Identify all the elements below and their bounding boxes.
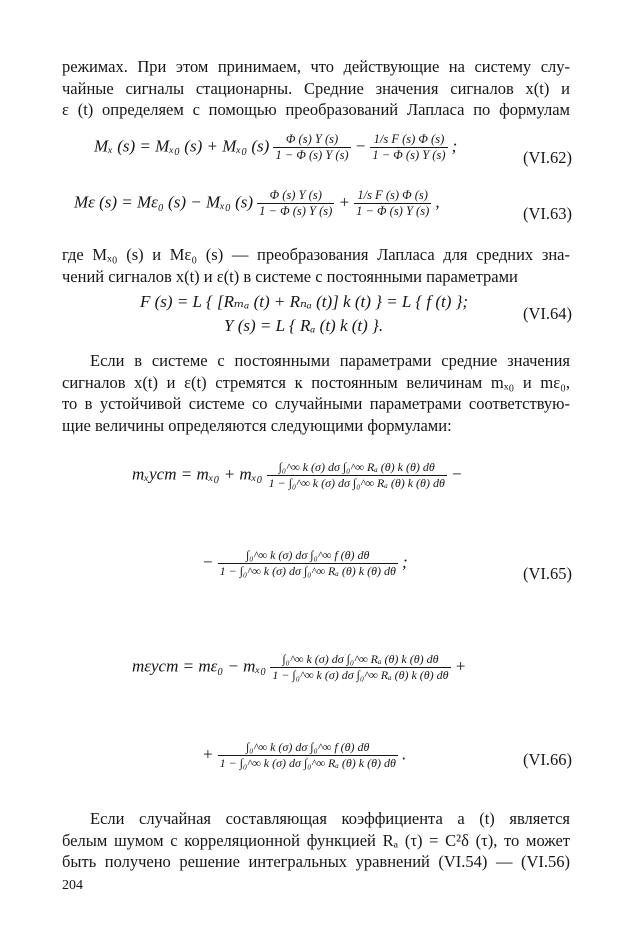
text-line: белым шумом с корреляционной функцией Rₐ (τ) = C²δ (τ), то может [62,830,570,850]
text-line: где Mₓ₀ (s) и Mε₀ (s) — преобразования Лапласа для средних зна- [62,245,570,264]
eq65-fraction-2 [218,548,398,579]
text-line: чений сигналов x(t) и ε(t) в системе с постоянными параметрами [62,266,518,286]
text-line: то в устойчивой системе со случайными параметрами соответствую- [62,394,570,413]
eq63-fraction-2 [354,188,431,219]
paragraph-where [62,244,570,287]
equation-number: (VI.66) [522,750,572,769]
eq66-frac1-den: 1 − ∫₀^∞ k (σ) dσ ∫₀^∞ Rₐ (θ) k (θ) dθ [272,668,449,682]
eq62-frac2-num: 1/s F (s) Φ (s) [373,132,445,146]
eq62-tail: ; [451,136,458,156]
equation-vi64 [60,292,572,342]
eq66-leading-plus: + [202,744,214,764]
eq65-frac2-den: 1 − ∫₀^∞ k (σ) dσ ∫₀^∞ Rₐ (θ) k (θ) dθ [219,564,396,578]
eq66-lhs: mεуст = mε₀ − mₓ₀ [132,656,267,676]
text-line: Если в системе с постоянными параметрами средние значения [90,351,570,370]
text-line: Если случайная составляющая коэффициента a (t) является [90,809,570,828]
eq63-fraction-1 [257,188,334,219]
eq63-frac2-num: 1/s F (s) Φ (s) [357,188,428,202]
text-line: чайные сигналы стационарны. Средние значения сигналов x(t) и [62,78,570,98]
equation-number: (VI.65) [522,564,572,583]
paragraph-white-noise [62,808,570,873]
equation-number: (VI.62) [522,148,572,167]
text-line: быть получено решение интегральных уравнений (VI.54) — (VI.56) [62,852,570,871]
paragraph-intro [62,56,570,121]
eq66-fraction-2 [218,740,398,771]
text-line: сигналов x(t) и ε(t) стремятся к постоянным величинам mₓ₀ и mε₀, [62,372,570,392]
page-number: 204 [62,878,83,893]
eq65-tail: ; [401,552,408,572]
text-line: ε (t) определяем с помощью преобразований Лапласа по формулам [62,100,570,119]
eq62-lhs: Mₓ (s) = Mₓ₀ (s) + Mₓ₀ (s) [94,136,270,156]
paragraph-constant-params [62,350,570,436]
eq62-fraction-1 [273,132,350,163]
equation-number: (VI.64) [522,304,572,323]
text-line: щие величины определяются следующими формулами: [62,415,452,435]
equation-vi65 [60,440,572,620]
eq65-trailing-minus: − [450,464,463,484]
eq65-fraction-1 [267,460,447,491]
eq66-fraction-1 [270,652,450,683]
eq66-tail: . [401,744,407,764]
equation-vi63 [60,182,572,232]
eq62-frac1-den: 1 − Φ (s) Y (s) [275,148,349,162]
eq62-fraction-2 [370,132,447,163]
eq65-lhs: mₓуст = mₓ₀ + mₓ₀ [132,464,263,484]
equation-vi66 [60,632,572,812]
eq65-leading-minus: − [202,552,214,572]
eq63-lhs: Mε (s) = Mε₀ (s) − Mₓ₀ (s) [74,192,254,212]
eq63-frac1-den: 1 − Φ (s) Y (s) [259,204,333,218]
equation-number: (VI.63) [522,204,572,223]
eq62-frac2-den: 1 − Φ (s) Y (s) [372,148,446,162]
eq64-line-1: F (s) = L { [Rₘₐ (t) + Rₙₐ (t)] k (t) } = L { f (t) }; [140,292,469,311]
eq63-tail: , [435,192,440,212]
equation-vi62 [60,126,572,176]
eq62-minus: − [354,136,367,156]
eq65-frac1-den: 1 − ∫₀^∞ k (σ) dσ ∫₀^∞ Rₐ (θ) k (θ) dθ [268,476,445,490]
eq64-line-2: Y (s) = L { Rₐ (t) k (t) }. [224,316,384,335]
eq63-frac2-den: 1 − Φ (s) Y (s) [356,204,430,218]
eq65-frac1-num: ∫₀^∞ k (σ) dσ ∫₀^∞ Rₐ (θ) k (θ) dθ [278,460,435,474]
eq63-plus: + [338,192,350,212]
eq65-frac2-num: ∫₀^∞ k (σ) dσ ∫₀^∞ f (θ) dθ [246,548,370,562]
text-line: режимах. При этом принимаем, что действующие на систему слу- [62,57,570,76]
eq66-trailing-plus: + [454,656,467,676]
eq63-frac1-num: Φ (s) Y (s) [269,188,322,202]
eq62-frac1-num: Φ (s) Y (s) [285,132,339,146]
eq66-frac1-num: ∫₀^∞ k (σ) dσ ∫₀^∞ Rₐ (θ) k (θ) dθ [282,652,439,666]
eq66-frac2-num: ∫₀^∞ k (σ) dσ ∫₀^∞ f (θ) dθ [246,740,370,754]
eq66-frac2-den: 1 − ∫₀^∞ k (σ) dσ ∫₀^∞ Rₐ (θ) k (θ) dθ [219,756,396,770]
